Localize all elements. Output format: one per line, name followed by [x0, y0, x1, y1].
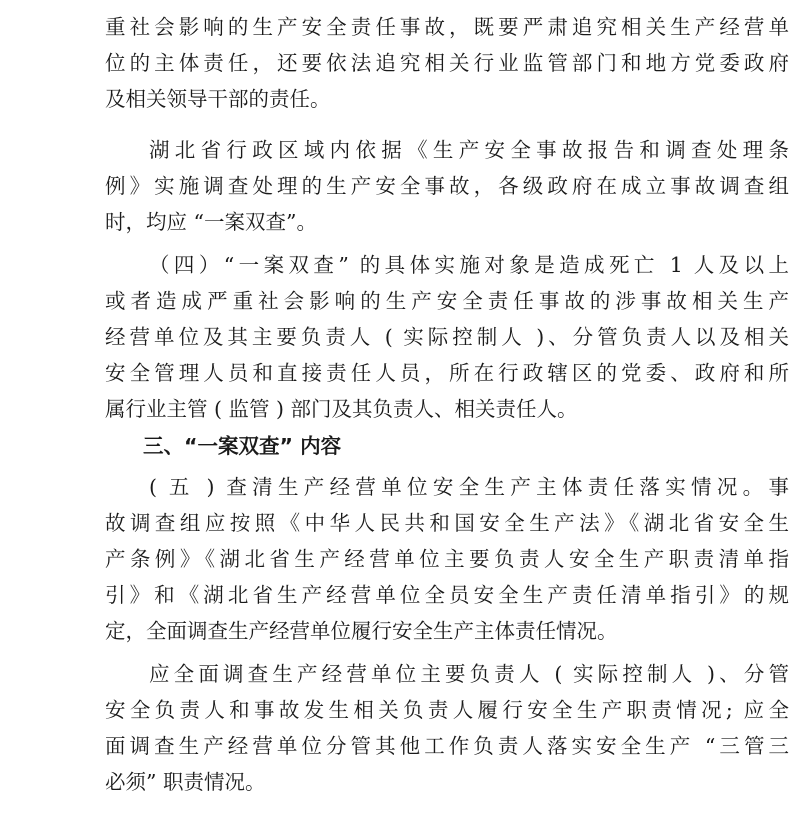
text-line: 湖北省行政区域内依据《生产安全事故报告和调查处理条 [149, 138, 789, 162]
text-line: 引》和《湖北省生产经营单位全员安全生产责任清单指引》的规 [105, 583, 789, 607]
text-line: 必须” 职责情况。 [105, 770, 266, 794]
paragraph-scope [105, 132, 789, 240]
text-line: 定，全面调查生产经营单位履行安全生产主体责任情况。 [105, 619, 618, 643]
text-line: 重社会影响的生产安全责任事故，既要严肃追究相关生产经营单 [105, 15, 789, 39]
text-line: 属行业主管 ( 监管 ) 部门及其负责人、相关责任人。 [105, 397, 578, 421]
paragraph-section-four [105, 247, 789, 427]
text-line: （四）“一案双查” 的具体实施对象是造成死亡 1 人及以上 [149, 253, 789, 277]
text-line: 安全负责人和事故发生相关负责人履行安全生产职责情况; 应全 [105, 698, 789, 722]
paragraph-section-five [105, 469, 789, 649]
paragraph-responsibility-intro [105, 9, 789, 117]
text-line: 位的主体责任，还要依法追究相关行业监管部门和地方党委政府 [105, 51, 789, 75]
text-line: 例》实施调查处理的生产安全事故，各级政府在成立事故调查组 [105, 174, 789, 198]
text-line: 时，均应 “一案双查”。 [105, 210, 317, 234]
text-line: 安全管理人员和直接责任人员，所在行政辖区的党委、政府和所 [105, 361, 789, 385]
text-line: ( 五 ) 查清生产经营单位安全生产主体责任落实情况。事 [149, 475, 789, 499]
section-heading: 三、“一案双查” 内容 [143, 434, 342, 458]
text-line: 经营单位及其主要负责人 ( 实际控制人 )、分管负责人以及相关 [105, 325, 789, 349]
paragraph-management-duties [105, 656, 789, 800]
text-line: 应全面调查生产经营单位主要负责人 ( 实际控制人 )、分管 [149, 662, 789, 686]
text-line: 故调查组应按照《中华人民共和国安全生产法》《湖北省安全生 [105, 511, 789, 535]
text-line: 面调查生产经营单位分管其他工作负责人落实安全生产 “三管三 [105, 734, 789, 758]
text-line: 或者造成严重社会影响的生产安全责任事故的涉事故相关生产 [105, 289, 789, 313]
text-line: 及相关领导干部的责任。 [105, 87, 331, 111]
text-line: 产条例》《湖北省生产经营单位主要负责人安全生产职责清单指 [105, 547, 789, 571]
